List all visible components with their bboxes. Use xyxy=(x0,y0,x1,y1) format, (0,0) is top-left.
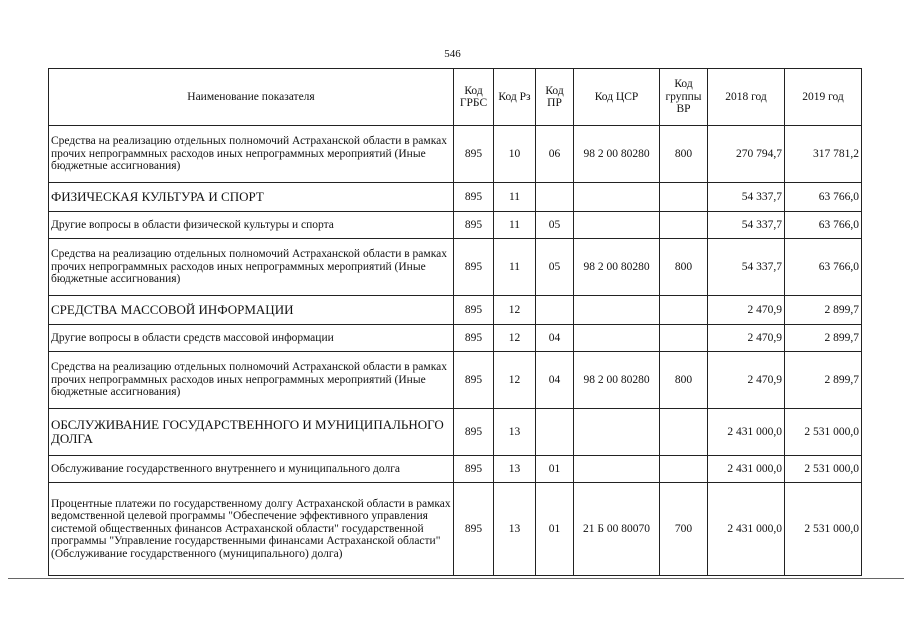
header-pr: Код ПР xyxy=(536,69,574,126)
cell-pr: 05 xyxy=(536,212,574,239)
cell-vr xyxy=(660,325,708,352)
cell-name: Другие вопросы в области физической культуры и спорта xyxy=(49,212,454,239)
cell-2018: 54 337,7 xyxy=(708,239,785,296)
cell-grbs: 895 xyxy=(454,183,494,212)
cell-pr xyxy=(536,409,574,456)
cell-rz: 10 xyxy=(494,126,536,183)
cell-2018: 2 431 000,0 xyxy=(708,456,785,483)
cell-grbs: 895 xyxy=(454,352,494,409)
cell-name: Средства на реализацию отдельных полномочий Астраханской области в рамках прочих непрограммных расходов иных непрограммных мероприятий (Иные бюджетные ассигнования) xyxy=(49,126,454,183)
cell-2019: 2 899,7 xyxy=(785,325,862,352)
cell-rz: 13 xyxy=(494,409,536,456)
cell-name: ОБСЛУЖИВАНИЕ ГОСУДАРСТВЕННОГО И МУНИЦИПАЛЬНОГО ДОЛГА xyxy=(49,409,454,456)
cell-name: СРЕДСТВА МАССОВОЙ ИНФОРМАЦИИ xyxy=(49,296,454,325)
cell-2018: 270 794,7 xyxy=(708,126,785,183)
cell-rz: 11 xyxy=(494,239,536,296)
cell-csr: 21 Б 00 80070 xyxy=(574,483,660,576)
cell-2019: 63 766,0 xyxy=(785,183,862,212)
cell-2019: 2 531 000,0 xyxy=(785,483,862,576)
cell-vr xyxy=(660,296,708,325)
cell-name: Другие вопросы в области средств массовой информации xyxy=(49,325,454,352)
cell-rz: 11 xyxy=(494,212,536,239)
cell-csr xyxy=(574,183,660,212)
cell-rz: 12 xyxy=(494,325,536,352)
cell-vr: 700 xyxy=(660,483,708,576)
cell-2018: 2 470,9 xyxy=(708,296,785,325)
cell-pr: 06 xyxy=(536,126,574,183)
header-name: Наименование показателя xyxy=(49,69,454,126)
table-row xyxy=(49,456,862,483)
cell-vr: 800 xyxy=(660,239,708,296)
cell-vr xyxy=(660,183,708,212)
cell-vr xyxy=(660,212,708,239)
cell-csr: 98 2 00 80280 xyxy=(574,352,660,409)
table-row xyxy=(49,212,862,239)
cell-rz: 12 xyxy=(494,296,536,325)
page-bottom-rule xyxy=(8,578,904,579)
cell-2018: 2 431 000,0 xyxy=(708,483,785,576)
cell-csr xyxy=(574,325,660,352)
cell-grbs: 895 xyxy=(454,456,494,483)
cell-2018: 54 337,7 xyxy=(708,183,785,212)
cell-pr: 04 xyxy=(536,352,574,409)
table-row xyxy=(49,126,862,183)
cell-name: ФИЗИЧЕСКАЯ КУЛЬТУРА И СПОРТ xyxy=(49,183,454,212)
header-vr: Код группы ВР xyxy=(660,69,708,126)
header-2018: 2018 год xyxy=(708,69,785,126)
cell-name: Процентные платежи по государственному долгу Астраханской области в рамках ведомственной целевой программы "Обеспечение эффективного управления системой общественных финансов Астраханской области" государственной программы "Управление государственными финансами Астраханской области" (Обслуживание государственного (муниципального) долга) xyxy=(49,483,454,576)
cell-2019: 63 766,0 xyxy=(785,212,862,239)
cell-grbs: 895 xyxy=(454,212,494,239)
cell-rz: 12 xyxy=(494,352,536,409)
cell-2019: 2 531 000,0 xyxy=(785,456,862,483)
cell-2018: 2 470,9 xyxy=(708,352,785,409)
cell-grbs: 895 xyxy=(454,239,494,296)
cell-grbs: 895 xyxy=(454,325,494,352)
header-2019: 2019 год xyxy=(785,69,862,126)
cell-pr: 01 xyxy=(536,456,574,483)
cell-2018: 2 431 000,0 xyxy=(708,409,785,456)
cell-csr xyxy=(574,212,660,239)
cell-2019: 2 899,7 xyxy=(785,352,862,409)
cell-2019: 63 766,0 xyxy=(785,239,862,296)
cell-csr xyxy=(574,296,660,325)
cell-rz: 13 xyxy=(494,483,536,576)
cell-pr xyxy=(536,296,574,325)
cell-2019: 2 531 000,0 xyxy=(785,409,862,456)
cell-csr xyxy=(574,456,660,483)
cell-2018: 54 337,7 xyxy=(708,212,785,239)
cell-name: Обслуживание государственного внутреннего и муниципального долга xyxy=(49,456,454,483)
table-row xyxy=(49,483,862,576)
table-row xyxy=(49,296,862,325)
cell-grbs: 895 xyxy=(454,483,494,576)
cell-csr: 98 2 00 80280 xyxy=(574,239,660,296)
cell-vr: 800 xyxy=(660,126,708,183)
header-csr: Код ЦСР xyxy=(574,69,660,126)
page-number: 546 xyxy=(444,48,461,60)
cell-vr xyxy=(660,409,708,456)
cell-grbs: 895 xyxy=(454,409,494,456)
budget-table xyxy=(48,68,862,576)
cell-name: Средства на реализацию отдельных полномочий Астраханской области в рамках прочих непрограммных расходов иных непрограммных мероприятий (Иные бюджетные ассигнования) xyxy=(49,352,454,409)
cell-pr: 04 xyxy=(536,325,574,352)
cell-csr xyxy=(574,409,660,456)
header-grbs: Код ГРБС xyxy=(454,69,494,126)
table-row xyxy=(49,183,862,212)
cell-vr xyxy=(660,456,708,483)
cell-pr: 01 xyxy=(536,483,574,576)
cell-rz: 13 xyxy=(494,456,536,483)
table-header-row xyxy=(49,69,862,126)
table-row xyxy=(49,409,862,456)
table-row xyxy=(49,325,862,352)
table-row xyxy=(49,352,862,409)
cell-pr xyxy=(536,183,574,212)
header-rz: Код Рз xyxy=(494,69,536,126)
cell-grbs: 895 xyxy=(454,296,494,325)
cell-2019: 317 781,2 xyxy=(785,126,862,183)
cell-vr: 800 xyxy=(660,352,708,409)
cell-rz: 11 xyxy=(494,183,536,212)
cell-2018: 2 470,9 xyxy=(708,325,785,352)
cell-name: Средства на реализацию отдельных полномочий Астраханской области в рамках прочих непрограммных расходов иных непрограммных мероприятий (Иные бюджетные ассигнования) xyxy=(49,239,454,296)
cell-2019: 2 899,7 xyxy=(785,296,862,325)
cell-pr: 05 xyxy=(536,239,574,296)
cell-csr: 98 2 00 80280 xyxy=(574,126,660,183)
cell-grbs: 895 xyxy=(454,126,494,183)
table-row xyxy=(49,239,862,296)
